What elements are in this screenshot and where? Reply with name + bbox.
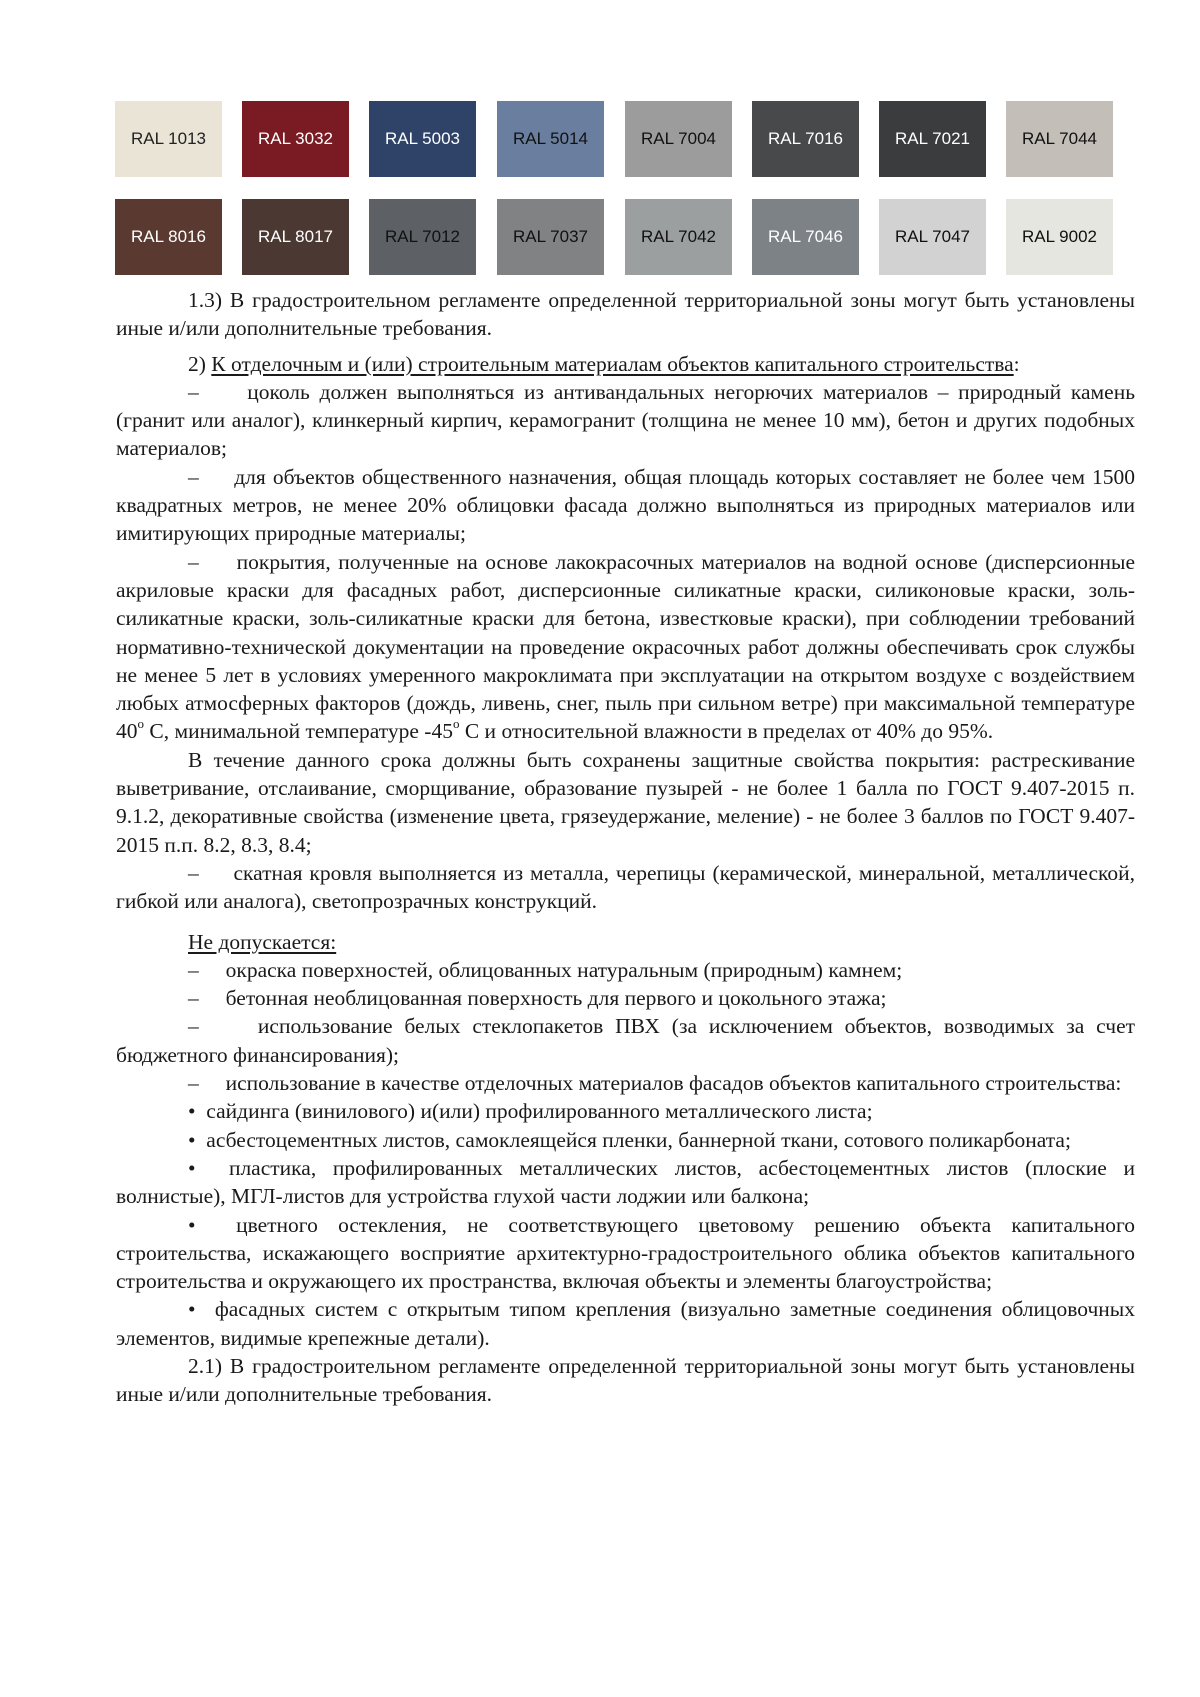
- not-allowed-item: [116, 956, 1135, 984]
- bullet-item: [116, 1295, 1135, 1352]
- swatch-label: RAL 3032: [258, 129, 333, 148]
- list-item-plinth: [116, 378, 1135, 463]
- ral-color-swatch: [1006, 101, 1113, 177]
- list-item-coatings: [116, 548, 1135, 746]
- ral-color-swatch: [115, 199, 222, 275]
- ral-swatch-row-2: [115, 199, 1127, 275]
- item-text: цоколь должен выполняться из антивандальных негорючих материалов – природный камень (гранит или аналог), клинкерный кирпич, керамогранит (толщина не менее 10 мм), бетон и других подобных материалов;: [116, 379, 1136, 461]
- section-number: 2): [188, 351, 212, 376]
- section-2-heading: [116, 350, 1135, 378]
- swatch-label: RAL 7016: [768, 129, 843, 148]
- swatch-label: RAL 7021: [895, 129, 970, 148]
- bullet-item: [116, 1154, 1135, 1211]
- document-body: [116, 286, 1135, 1409]
- item-text: цветного остекления, не соответствующего цветовому решению объекта капитального строительства, искажающего восприятие архитектурно-градостроительного облика объектов капитального строительства и окружающего их пространства, включая объекты и элементы благоустройства;: [116, 1212, 1136, 1294]
- item-text: окраска поверхностей, облицованных натуральным (природным) камнем;: [225, 957, 903, 982]
- bullet-marker: •: [188, 1099, 196, 1124]
- not-allowed-item: [116, 1012, 1135, 1069]
- bullet-item: [116, 1126, 1135, 1154]
- degree-mark: о: [452, 716, 460, 732]
- swatch-label: RAL 7012: [385, 227, 460, 246]
- swatch-label: RAL 8017: [258, 227, 333, 246]
- degree-mark: о: [137, 716, 144, 732]
- dash-marker: –: [188, 986, 199, 1011]
- dash-marker: –: [188, 464, 199, 489]
- dash-marker: –: [188, 1014, 199, 1039]
- swatch-label: RAL 1013: [131, 129, 206, 148]
- bullet-marker: •: [188, 1297, 196, 1322]
- bullet-marker: •: [188, 1155, 196, 1180]
- ral-color-swatch: [497, 101, 604, 177]
- ral-color-swatch: [242, 199, 349, 275]
- dash-marker: –: [188, 549, 199, 574]
- ral-color-swatch: [369, 199, 476, 275]
- item-text: асбестоцементных листов, самоклеящейся пленки, баннерной ткани, сотового поликарбоната;: [206, 1127, 1071, 1152]
- swatch-label: RAL 7047: [895, 227, 970, 246]
- dash-marker: –: [188, 957, 199, 982]
- ral-color-swatch: [879, 199, 986, 275]
- swatch-label: RAL 7042: [641, 227, 716, 246]
- ral-color-swatch: [1006, 199, 1113, 275]
- not-allowed-heading: [116, 928, 1135, 956]
- item-text: для объектов общественного назначения, общая площадь которых составляет не более чем 1500 квадратных метров, не менее 20% облицовки фасада должно выполняться из природных материалов или имитирующих природные материалы;: [116, 464, 1136, 546]
- item-text: бетонная необлицованная поверхность для первого и цокольного этажа;: [225, 986, 887, 1011]
- ral-color-swatch: [242, 101, 349, 177]
- swatch-label: RAL 7046: [768, 227, 843, 246]
- ral-color-swatch: [752, 199, 859, 275]
- swatch-label: RAL 7037: [513, 227, 588, 246]
- bullet-item: [116, 1097, 1135, 1125]
- dash-marker: –: [188, 1071, 199, 1096]
- ral-color-swatch: [625, 199, 732, 275]
- dash-marker: –: [188, 860, 199, 885]
- not-allowed-item: [116, 1069, 1135, 1097]
- ral-color-swatch: [369, 101, 476, 177]
- item-text: пластика, профилированных металлических листов, асбестоцементных листов (плоские и волнистые), МГЛ-листов для устройства глухой части лоджии или балкона;: [116, 1155, 1135, 1209]
- swatch-label: RAL 5014: [513, 129, 588, 148]
- dash-marker: –: [188, 379, 199, 404]
- heading-colon: :: [1013, 351, 1020, 376]
- ral-color-swatch: [497, 199, 604, 275]
- section-title: К отделочным и (или) строительным материалам объектов капитального строительства: [211, 351, 1014, 376]
- item-text: использование в качестве отделочных материалов фасадов объектов капитального строительства:: [225, 1071, 1122, 1096]
- item-text: покрытия, полученные на основе лакокрасочных материалов на водной основе (дисперсионные акриловые краски для фасадных работ, дисперсионные силикатные краски, силиконовые краски, золь-силикатные краски, золь-силикатные краски для бетона, известковые краски), при соблюдении требований нормативно-технической документации на проведение окрасочных работ должны обеспечивать срок службы не менее 5 лет в условиях умеренного макроклимата при эксплуатации на открытом воздухе с воздействием любых атмосферных факторов (дождь, ливень, снег, пыль при сильном ветре) при максимальной температуре 40: [116, 549, 1136, 744]
- item-text: скатная кровля выполняется из металла, черепицы (керамической, минеральной, металлической, гибкой или аналога), светопрозрачных конструкций.: [116, 860, 1136, 914]
- swatch-label: RAL 8016: [131, 227, 206, 246]
- ral-swatch-row-1: [115, 101, 1127, 177]
- ral-color-swatch: [879, 101, 986, 177]
- paragraph-service-period: В течение данного срока должны быть сохранены защитные свойства покрытия: растрескивание выветривание, отслаивание, сморщивание, образование пузырей - не более 1 балла по ГОСТ 9.407-2015 п. 9.1.2, декоративные свойства (изменение цвета, грязеудержание, меление) - не более 3 баллов по ГОСТ 9.407-2015 п.п. 8.2, 8.3, 8.4;: [116, 747, 1135, 857]
- swatch-label: RAL 7044: [1022, 129, 1097, 148]
- paragraph-1-3: 1.3) В градостроительном регламенте определенной территориальной зоны могут быть установлены иные и/или дополнительные требования.: [116, 288, 1135, 341]
- item-text: С, минимальной температуре -45: [144, 719, 453, 744]
- ral-color-swatch: [115, 101, 222, 177]
- item-text: сайдинга (винилового) и(или) профилированного металлического листа;: [206, 1099, 873, 1124]
- swatch-label: RAL 5003: [385, 129, 460, 148]
- ral-color-swatch: [752, 101, 859, 177]
- list-item-roof: [116, 859, 1135, 916]
- item-text: С и относительной влажности в пределах от 40% до 95%.: [459, 719, 994, 744]
- item-text: фасадных систем с открытым типом крепления (визуально заметные соединения облицовочных элементов, видимые крепежные детали).: [116, 1297, 1135, 1350]
- item-text: использование белых стеклопакетов ПВХ (за исключением объектов, возводимых за счет бюджетного финансирования);: [116, 1014, 1136, 1067]
- list-item-public-buildings: [116, 463, 1135, 548]
- ral-color-swatch: [625, 101, 732, 177]
- paragraph-2-1: 2.1) В градостроительном регламенте определенной территориальной зоны могут быть установлены иные и/или дополнительные требования.: [116, 1353, 1135, 1407]
- swatch-label: RAL 9002: [1022, 227, 1097, 246]
- bullet-marker: •: [188, 1127, 196, 1152]
- not-allowed-item: [116, 984, 1135, 1012]
- not-allowed-title: Не допускается:: [188, 929, 337, 954]
- swatch-label: RAL 7004: [641, 129, 716, 148]
- bullet-marker: •: [188, 1212, 196, 1237]
- bullet-item: [116, 1211, 1135, 1296]
